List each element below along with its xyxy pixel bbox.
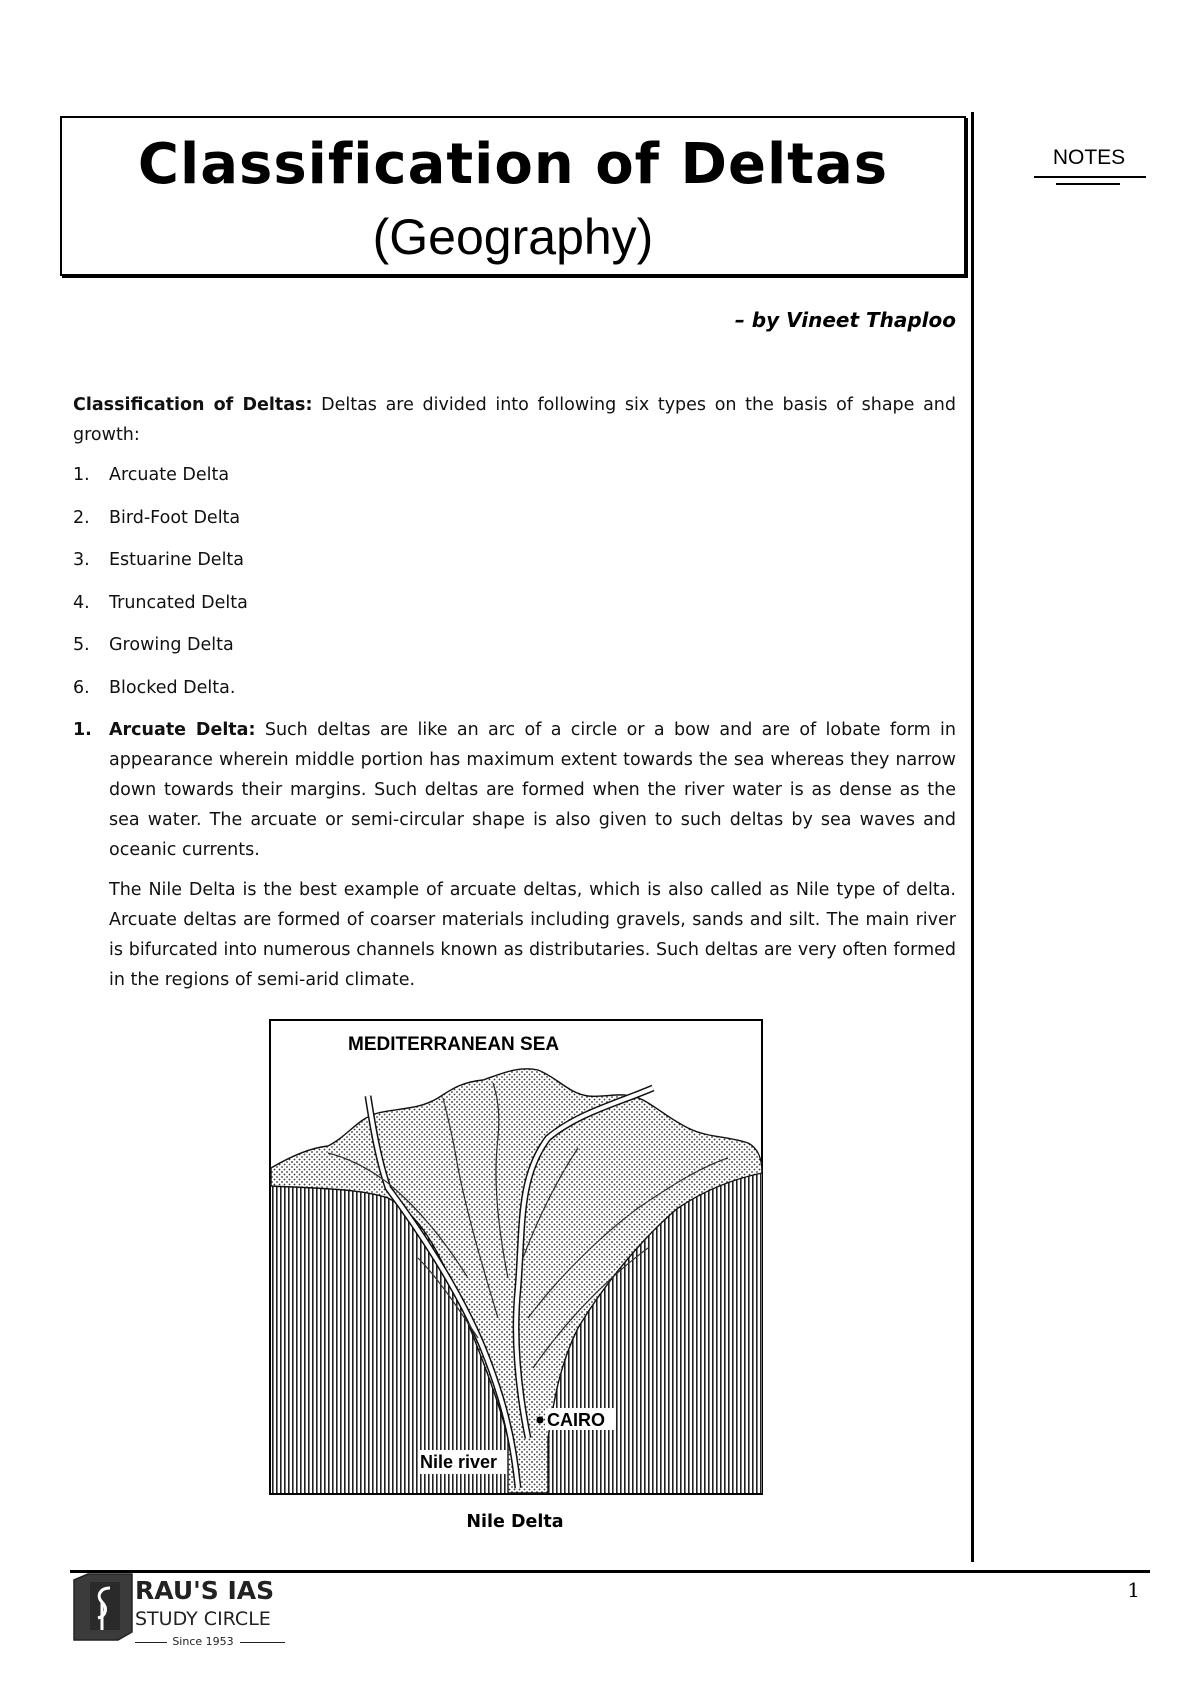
list-item xyxy=(73,630,956,660)
logo-line2: STUDY CIRCLE xyxy=(135,1608,271,1630)
list-label: Bird-Foot Delta xyxy=(109,507,241,528)
list-number: 5. xyxy=(73,635,90,655)
notes-underline xyxy=(1034,176,1146,178)
nile-delta-figure xyxy=(268,1018,764,1496)
list-number: 1. xyxy=(73,465,90,485)
list-number: 6. xyxy=(73,677,90,698)
logo-divider-right xyxy=(240,1642,285,1643)
main-content xyxy=(73,390,956,1005)
list-label: Growing Delta xyxy=(109,635,234,655)
intro-label: Classification of Deltas: xyxy=(73,395,313,415)
page-subtitle: (Geography) xyxy=(372,209,654,265)
sea-label: MEDITERRANEAN SEA xyxy=(348,1034,560,1055)
figure-caption: Nile Delta xyxy=(466,1512,564,1532)
list-number: 4. xyxy=(73,592,90,613)
page-title: Classification of Deltas xyxy=(137,132,889,197)
author-byline: – by Vineet Thaploo xyxy=(734,308,956,332)
list-item xyxy=(73,588,956,618)
list-label: Arcuate Delta xyxy=(109,465,230,485)
cairo-label: CAIRO xyxy=(547,1410,605,1430)
list-number: 2. xyxy=(73,507,90,528)
list-item xyxy=(73,503,956,533)
section-text: Such deltas are like an arc of a circle or a bow and are of lobate form in appearance wherein middle portion has maximum extent towards the sea whereas they narrow down towards their margins. Such deltas are formed when the river water is as dense as the sea water. The arcuate or semi-circular shape is also given to such deltas by sea waves and oceanic currents. xyxy=(109,720,956,860)
intro-text: Deltas are divided into following six types on the basis of shape and growth: xyxy=(73,395,956,445)
notes-label: NOTES xyxy=(1052,146,1126,169)
delta-types-list xyxy=(73,460,956,703)
list-item xyxy=(73,545,956,575)
list-item xyxy=(73,673,956,703)
list-label: Truncated Delta xyxy=(109,592,248,613)
list-item xyxy=(73,460,956,490)
cairo-marker xyxy=(537,1417,544,1424)
intro-paragraph xyxy=(73,390,956,450)
title-box xyxy=(60,116,966,276)
section-paragraph-2: The Nile Delta is the best example of arcuate deltas, which is also called as Nile type of delta. Arcuate deltas are formed of coarser materials including gravels, sands and silt. The main river is bifurcated into numerous channels known as distributaries. Such deltas are very often formed in the regions of semi-arid climate. xyxy=(109,880,956,990)
list-label: Estuarine Delta xyxy=(109,550,245,570)
list-label: Blocked Delta. xyxy=(109,677,236,698)
logo-line3: Since 1953 xyxy=(172,1635,234,1648)
logo-divider-left xyxy=(135,1642,167,1643)
page-number: 1 xyxy=(1127,1578,1140,1602)
list-number: 3. xyxy=(73,550,90,570)
notes-underline-short xyxy=(1056,183,1120,185)
section-arcuate-delta xyxy=(73,715,956,995)
section-heading: Arcuate Delta: xyxy=(109,720,256,740)
section-number: 1. xyxy=(73,720,92,740)
logo-line1: RAU'S IAS xyxy=(135,1576,275,1605)
margin-divider xyxy=(971,112,974,1562)
river-label: Nile river xyxy=(420,1452,498,1472)
section-paragraph xyxy=(109,715,956,865)
